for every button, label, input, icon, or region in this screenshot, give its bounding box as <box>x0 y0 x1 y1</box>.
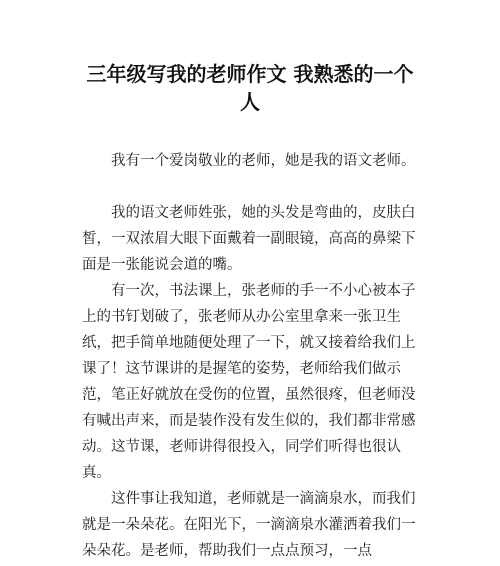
title-line-2: 人 <box>240 90 260 114</box>
paragraph-3: 有一次，书法课上，张老师的手一不小心被本子上的书钉划破了，张老师从办公室里拿来一张卫生纸，把手简单地随便处理了一下，就又接着给我们上课了！这节课讲的是握笔的姿势，老师给我们做示范，笔正好就放在受伤的位置，虽然很疼，但老师没有喊出声来，而是装作没有发生似的，我们都非常感动。这节课，老师讲得很投入，同学们听得也很认真。 <box>82 283 416 481</box>
paragraph-4: 这件事让我知道，老师就是一滴滴泉水，而我们就是一朵朵花。在阳光下，一滴滴泉水灌洒着我们一朵朵花。是老师，帮助我们一点点预习，一点 <box>82 491 416 559</box>
paragraph-1: 我有一个爱岗敬业的老师，她是我的语文老师。 <box>111 153 416 169</box>
document-title <box>70 60 430 116</box>
paragraph-2: 我的语文老师姓张，她的头发是弯曲的，皮肤白皙，一双浓眉大眼下面戴着一副眼镜，高高的鼻梁下面是一张能说会道的嘴。 <box>82 205 416 273</box>
title-line-1: 三年级写我的老师作文 我熟悉的一个 <box>86 62 414 86</box>
